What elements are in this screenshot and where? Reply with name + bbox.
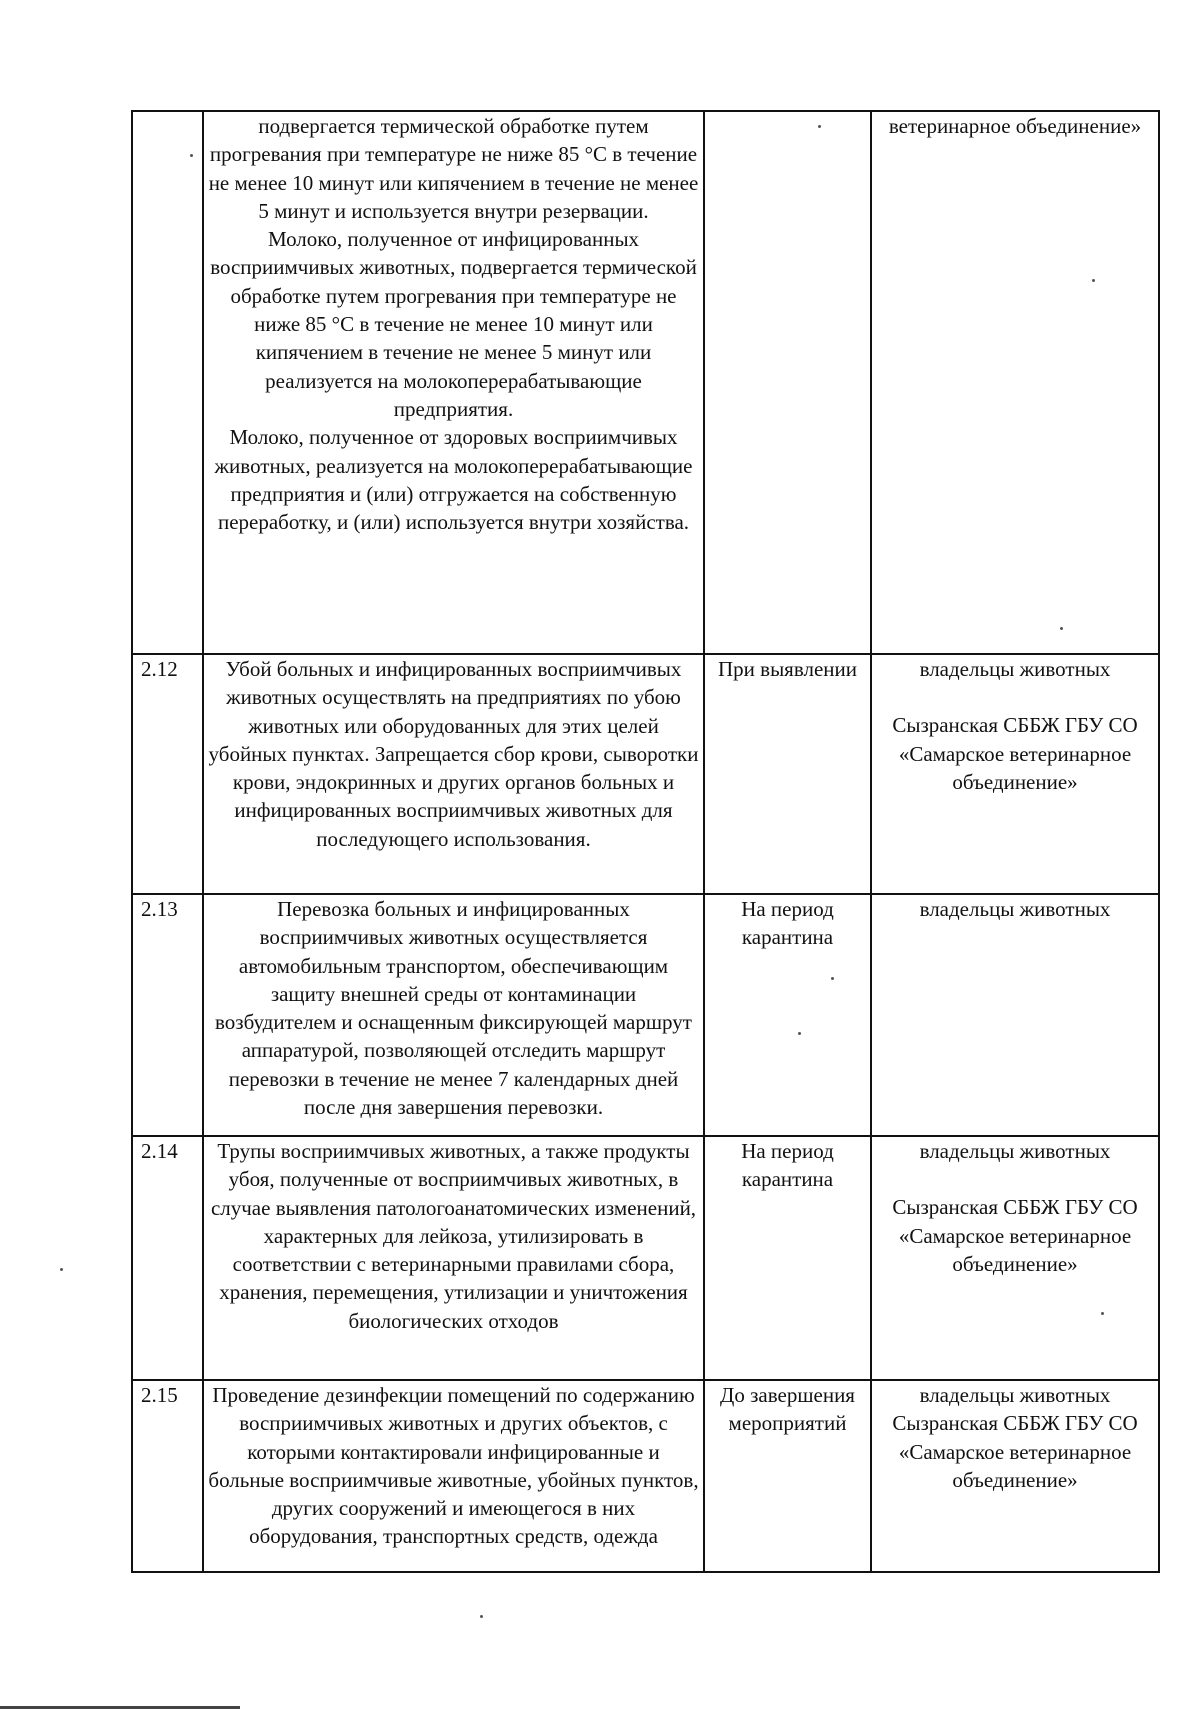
scan-speck [1101, 1312, 1104, 1315]
responsible-line: Сызранская СББЖ ГБУ СО «Самарское ветеринарное объединение» [892, 1411, 1138, 1492]
table-row [132, 894, 1159, 1136]
responsible-line: владельцы животных [919, 1383, 1111, 1407]
measure-description [203, 1136, 704, 1380]
row-number: 2.13 [132, 894, 203, 1136]
description-paragraph: Проведение дезинфекции помещений по содержанию восприимчивых животных и других объектов, с которыми контактировали инфицированные и больные восприимчивые животные, убойных пунктов, других сооружений и имеющегося в них оборудования, транспортных средств, одежда [208, 1383, 699, 1549]
measure-responsible [871, 654, 1159, 894]
scan-speck [190, 154, 193, 157]
measure-term: На период карантина [704, 894, 871, 1136]
measure-responsible [871, 894, 1159, 1136]
responsible-line: владельцы животных [919, 657, 1111, 681]
measure-responsible [871, 1380, 1159, 1572]
measures-table [131, 110, 1160, 1573]
scan-speck [480, 1615, 483, 1618]
responsible-line: ветеринарное объединение» [888, 114, 1142, 138]
measure-description [203, 654, 704, 894]
row-number [132, 111, 203, 654]
row-number: 2.12 [132, 654, 203, 894]
description-paragraph: Молоко, полученное от здоровых восприимчивых животных, реализуется на молокоперерабатывающие предприятия и (или) отгружается на собственную переработку, и (или) используется внутри хозяйства. [214, 425, 693, 535]
measure-description [203, 1380, 704, 1572]
table-row [132, 654, 1159, 894]
responsible-line: Сызранская СББЖ ГБУ СО «Самарское ветеринарное объединение» [892, 1195, 1138, 1276]
description-paragraph: Убой больных и инфицированных восприимчивых животных осуществлять на предприятиях по убою животных или оборудованных для этих целей убойных пунктах. Запрещается сбор крови, сыворотки крови, эндокринных и других органов больных и инфицированных восприимчивых животных для последующего использования. [208, 657, 699, 851]
table-row [132, 1380, 1159, 1572]
scan-speck [831, 977, 834, 980]
scan-edge-line [0, 1706, 240, 1709]
measure-responsible [871, 111, 1159, 654]
scan-speck [798, 1032, 801, 1035]
responsible-line: владельцы животных [919, 1139, 1111, 1163]
description-paragraph: Молоко, полученное от инфицированных восприимчивых животных, подвергается термической обработке путем прогревания при температуре не ниже 85 °С в течение не менее 10 минут или кипячением в течение не менее 5 минут или реализуется на молокоперерабатывающие предприятия. [210, 227, 697, 421]
responsible-line: владельцы животных [919, 897, 1111, 921]
measure-responsible [871, 1136, 1159, 1380]
row-number: 2.15 [132, 1380, 203, 1572]
description-paragraph: подвергается термической обработке путем прогревания при температуре не ниже 85 °С в течение не менее 10 минут или кипячением в течение не менее 5 минут и используется внутри резервации. [208, 114, 699, 223]
measure-description [203, 894, 704, 1136]
measure-term: На период карантина [704, 1136, 871, 1380]
responsible-line: Сызранская СББЖ ГБУ СО «Самарское ветеринарное объединение» [892, 713, 1138, 794]
measure-description [203, 111, 704, 654]
description-paragraph: Перевозка больных и инфицированных восприимчивых животных осуществляется автомобильным транспортом, обеспечивающим защиту внешней среды от контаминации возбудителем и оснащенным фиксирующей маршрут аппаратурой, позволяющей отследить маршрут перевозки в течение не менее 7 календарных дней после дня завершения перевозки. [215, 897, 692, 1120]
scan-speck [818, 125, 821, 128]
measure-term [704, 111, 871, 654]
description-paragraph: Трупы восприимчивых животных, а также продукты убоя, полученные от восприимчивых животных, в случае выявления патологоанатомических изменений, характерных для лейкоза, утилизировать в соответствии с ветеринарными правилами сбора, хранения, перемещения, утилизации и уничтожения биологических отходов [210, 1139, 697, 1333]
measure-term: До завершения мероприятий [704, 1380, 871, 1572]
scan-speck [1060, 627, 1063, 630]
scan-speck [1092, 279, 1095, 282]
scan-speck [60, 1268, 63, 1271]
row-number: 2.14 [132, 1136, 203, 1380]
table-row [132, 1136, 1159, 1380]
table-row [132, 111, 1159, 654]
measure-term: При выявлении [704, 654, 871, 894]
